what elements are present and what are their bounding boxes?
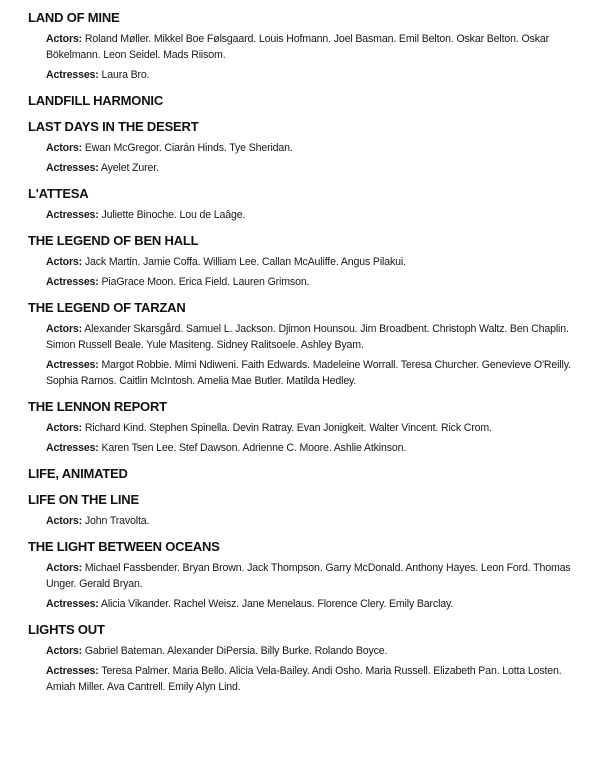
credit-names: Alexander Skarsgård. Samuel L. Jackson. Djimon Hounsou. Jim Broadbent. Christoph Waltz. Ben Chaplin. Simon Russell Beale. Yule Masiteng. Sidney Ralitsoele. Ashley Byam. — [46, 323, 569, 351]
credit-line — [46, 254, 584, 270]
film-title: LIGHTS OUT — [28, 622, 105, 637]
film-title: L'ATTESA — [28, 186, 89, 201]
film-title: THE LENNON REPORT — [28, 399, 167, 414]
credit-names: Teresa Palmer. Maria Bello. Alicia Vela-Bailey. Andi Osho. Maria Russell. Elizabeth Pan. Lotta Losten. Amiah Miller. Ava Cantrell. Emily Alyn Lind. — [46, 665, 562, 693]
credit-names: Michael Fassbender. Bryan Brown. Jack Thompson. Garry McDonald. Anthony Hayes. Leon Ford. Thomas Unger. Gerald Bryan. — [46, 562, 571, 590]
film-entry — [28, 233, 584, 290]
credit-line — [46, 140, 584, 156]
credit-label: Actresses: — [46, 69, 99, 81]
film-entry — [28, 300, 584, 389]
credit-line — [46, 596, 584, 612]
credit-names: Karen Tsen Lee. Stef Dawson. Adrienne C. Moore. Ashlie Atkinson. — [101, 442, 407, 454]
credit-line — [46, 420, 584, 436]
credit-names: Gabriel Bateman. Alexander DiPersia. Billy Burke. Rolando Boyce. — [84, 645, 388, 657]
credit-line — [46, 357, 584, 389]
credit-label: Actors: — [46, 645, 83, 657]
credit-names: PiaGrace Moon. Erica Field. Lauren Grimson. — [101, 276, 310, 288]
credit-names: Alicia Vikander. Rachel Weisz. Jane Menelaus. Florence Clery. Emily Barclay. — [100, 598, 454, 610]
film-title: LIFE, ANIMATED — [28, 466, 128, 481]
credit-names: Juliette Binoche. Lou de Laâge. — [101, 209, 246, 221]
credit-line — [46, 274, 584, 290]
film-title: THE LEGEND OF TARZAN — [28, 300, 186, 315]
credit-line — [46, 663, 584, 695]
credit-label: Actresses: — [46, 276, 99, 288]
film-title: LIFE ON THE LINE — [28, 492, 139, 507]
credit-names: Jack Martin. Jamie Coffa. William Lee. Callan McAuliffe. Angus Pilakui. — [84, 256, 406, 268]
credit-label: Actors: — [46, 422, 83, 434]
film-title: LAND OF MINE — [28, 10, 120, 25]
film-entry — [28, 10, 584, 83]
credit-names: Ewan McGregor. Ciarán Hinds. Tye Sheridan. — [84, 142, 293, 154]
credit-label: Actors: — [46, 515, 83, 527]
credit-line — [46, 321, 584, 353]
film-entry — [28, 492, 584, 529]
credit-line — [46, 560, 584, 592]
credit-label: Actors: — [46, 256, 83, 268]
film-title: THE LIGHT BETWEEN OCEANS — [28, 539, 220, 554]
film-entry — [28, 466, 584, 482]
credit-names: Laura Bro. — [101, 69, 150, 81]
film-title: THE LEGEND OF BEN HALL — [28, 233, 199, 248]
credit-names: Margot Robbie. Mimi Ndiweni. Faith Edwards. Madeleine Worrall. Teresa Churcher. Genevieve O'Reilly. Sophia Ramos. Caitlin McIntosh. Amelia Mae Butler. Matilda Hedley. — [46, 359, 571, 387]
credit-label: Actresses: — [46, 665, 99, 677]
credit-line — [46, 160, 584, 176]
film-entry — [28, 399, 584, 456]
credit-label: Actresses: — [46, 162, 99, 174]
film-entry — [28, 539, 584, 612]
credit-line — [46, 513, 584, 529]
film-entry — [28, 119, 584, 176]
credit-label: Actors: — [46, 323, 83, 335]
credit-label: Actresses: — [46, 359, 99, 371]
film-entry — [28, 93, 584, 109]
film-entry — [28, 622, 584, 695]
credit-line — [46, 31, 584, 63]
credit-names: John Travolta. — [84, 515, 150, 527]
credit-label: Actors: — [46, 142, 83, 154]
credit-label: Actors: — [46, 562, 83, 574]
credit-line — [46, 643, 584, 659]
credit-line — [46, 67, 584, 83]
credit-line — [46, 207, 584, 223]
credit-names: Roland Møller. Mikkel Boe Følsgaard. Louis Hofmann. Joel Basman. Emil Belton. Oskar Belton. Oskar Bökelmann. Leon Seidel. Mads Riisom. — [46, 33, 549, 61]
credit-names: Richard Kind. Stephen Spinella. Devin Ratray. Evan Jonigkeit. Walter Vincent. Rick Crom. — [84, 422, 492, 434]
film-title: LAST DAYS IN THE DESERT — [28, 119, 199, 134]
credit-label: Actors: — [46, 33, 83, 45]
credit-label: Actresses: — [46, 209, 99, 221]
credit-line — [46, 440, 584, 456]
credit-label: Actresses: — [46, 442, 99, 454]
film-title: LANDFILL HARMONIC — [28, 93, 164, 108]
credit-names: Ayelet Zurer. — [100, 162, 159, 174]
credit-label: Actresses: — [46, 598, 99, 610]
film-entry — [28, 186, 584, 223]
